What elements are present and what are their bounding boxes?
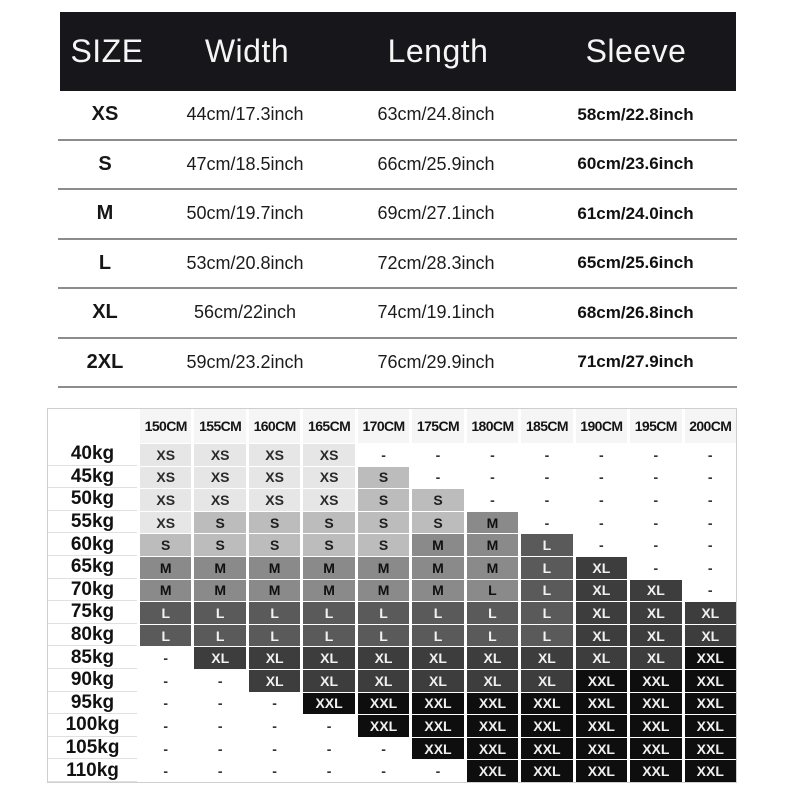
matrix-empty-cell: - [140, 715, 191, 737]
matrix-size-cell: S [412, 512, 463, 534]
matrix-size-cell: XS [303, 489, 354, 511]
matrix-size-cell: XXL [630, 715, 681, 737]
size-table-row [58, 240, 737, 290]
matrix-empty-cell: - [249, 760, 300, 782]
matrix-size-cell: XL [576, 557, 627, 579]
matrix-size-cell: M [140, 580, 191, 602]
matrix-size-cell: XXL [521, 693, 572, 715]
size-table-row [58, 339, 737, 389]
weight-row-header: 90kg [48, 670, 137, 692]
height-column-header: 165CM [303, 409, 354, 443]
matrix-size-cell: XL [521, 670, 572, 692]
matrix-size-cell: XXL [521, 715, 572, 737]
size-table-row [58, 141, 737, 191]
matrix-empty-cell: - [358, 760, 409, 782]
width-value: 50cm/19.7inch [186, 203, 304, 224]
matrix-size-cell: L [358, 602, 409, 624]
matrix-size-cell: XXL [467, 715, 518, 737]
matrix-size-cell: S [303, 512, 354, 534]
matrix-size-cell: XXL [467, 738, 518, 760]
matrix-size-cell: XXL [576, 670, 627, 692]
matrix-empty-cell: - [521, 467, 572, 489]
matrix-size-cell: M [249, 580, 300, 602]
matrix-size-cell: XXL [630, 760, 681, 782]
matrix-size-cell: XL [467, 670, 518, 692]
matrix-size-cell: XS [194, 489, 245, 511]
matrix-empty-cell: - [249, 738, 300, 760]
width-value: 59cm/23.2inch [186, 351, 304, 372]
matrix-size-cell: L [521, 625, 572, 647]
matrix-size-cell: XL [467, 647, 518, 669]
matrix-size-cell: XL [249, 670, 300, 692]
matrix-size-cell: XS [249, 467, 300, 489]
sleeve-value: 58cm/22.8inch [577, 104, 694, 124]
length-value: 74cm/19.1inch [377, 302, 495, 323]
matrix-empty-cell: - [521, 489, 572, 511]
matrix-size-cell: M [303, 580, 354, 602]
matrix-size-cell: L [194, 602, 245, 624]
height-column-header: 150CM [140, 409, 191, 443]
matrix-empty-cell: - [249, 693, 300, 715]
matrix-empty-cell: - [630, 467, 681, 489]
weight-row-header: 95kg [48, 693, 137, 715]
size-label: XS [91, 103, 119, 126]
matrix-size-cell: XL [194, 647, 245, 669]
matrix-empty-cell: - [412, 444, 463, 466]
width-value: 56cm/22inch [193, 302, 297, 323]
matrix-size-cell: XXL [576, 760, 627, 782]
matrix-empty-cell: - [467, 489, 518, 511]
matrix-size-cell: XS [303, 467, 354, 489]
matrix-empty-cell: - [140, 693, 191, 715]
matrix-empty-cell: - [140, 760, 191, 782]
size-table-row [58, 190, 737, 240]
matrix-size-cell: L [140, 602, 191, 624]
matrix-empty-cell: - [576, 534, 627, 556]
matrix-size-cell: L [521, 580, 572, 602]
matrix-size-cell: S [249, 534, 300, 556]
matrix-size-cell: XXL [685, 670, 736, 692]
matrix-empty-cell: - [249, 715, 300, 737]
matrix-size-cell: XXL [467, 693, 518, 715]
matrix-size-cell: XL [249, 647, 300, 669]
matrix-size-cell: XXL [358, 715, 409, 737]
matrix-empty-cell: - [576, 444, 627, 466]
matrix-size-cell: XXL [630, 738, 681, 760]
matrix-corner-cell [48, 409, 137, 443]
matrix-size-cell: M [467, 512, 518, 534]
matrix-empty-cell: - [521, 512, 572, 534]
weight-row-header: 50kg [48, 489, 137, 511]
matrix-size-cell: S [303, 534, 354, 556]
size-table-header [60, 12, 736, 91]
matrix-size-cell: L [521, 602, 572, 624]
weight-row-header: 40kg [48, 444, 137, 466]
matrix-size-cell: XS [140, 489, 191, 511]
matrix-size-cell: M [303, 557, 354, 579]
length-value: 63cm/24.8inch [377, 104, 495, 125]
matrix-size-cell: L [303, 625, 354, 647]
matrix-size-cell: XXL [303, 693, 354, 715]
matrix-size-cell: XL [630, 602, 681, 624]
matrix-size-cell: XL [358, 647, 409, 669]
matrix-size-cell: XXL [358, 693, 409, 715]
weight-row-header: 105kg [48, 738, 137, 760]
matrix-empty-cell: - [685, 534, 736, 556]
matrix-empty-cell: - [685, 580, 736, 602]
matrix-size-cell: L [140, 625, 191, 647]
matrix-size-cell: L [194, 625, 245, 647]
matrix-size-cell: XS [249, 444, 300, 466]
matrix-size-cell: XL [685, 625, 736, 647]
matrix-size-cell: XXL [685, 738, 736, 760]
matrix-empty-cell: - [467, 444, 518, 466]
matrix-empty-cell: - [140, 738, 191, 760]
height-column-header: 180CM [467, 409, 518, 443]
matrix-empty-cell: - [685, 557, 736, 579]
matrix-size-cell: XL [630, 625, 681, 647]
matrix-size-cell: XXL [685, 715, 736, 737]
matrix-size-cell: M [194, 580, 245, 602]
matrix-size-cell: L [412, 625, 463, 647]
matrix-size-cell: S [412, 489, 463, 511]
size-label: M [96, 202, 114, 225]
matrix-empty-cell: - [630, 489, 681, 511]
matrix-size-cell: XXL [576, 693, 627, 715]
matrix-empty-cell: - [630, 444, 681, 466]
matrix-empty-cell: - [140, 670, 191, 692]
matrix-size-cell: XL [303, 647, 354, 669]
matrix-size-cell: XL [685, 602, 736, 624]
matrix-size-cell: S [140, 534, 191, 556]
weight-row-header: 80kg [48, 625, 137, 647]
matrix-size-cell: M [412, 557, 463, 579]
matrix-empty-cell: - [140, 647, 191, 669]
matrix-size-cell: XS [249, 489, 300, 511]
matrix-size-cell: XXL [412, 693, 463, 715]
weight-row-header: 75kg [48, 602, 137, 624]
size-label: XL [92, 301, 118, 324]
height-column-header: 190CM [576, 409, 627, 443]
weight-row-header: 60kg [48, 534, 137, 556]
matrix-size-cell: XS [140, 512, 191, 534]
matrix-empty-cell: - [358, 444, 409, 466]
matrix-size-cell: M [140, 557, 191, 579]
weight-row-header: 55kg [48, 512, 137, 534]
matrix-empty-cell: - [685, 467, 736, 489]
matrix-empty-cell: - [630, 512, 681, 534]
length-value: 76cm/29.9inch [377, 351, 495, 372]
matrix-size-cell: L [249, 602, 300, 624]
matrix-size-cell: XXL [685, 693, 736, 715]
length-column-header: Length [387, 33, 489, 69]
matrix-empty-cell: - [467, 467, 518, 489]
size-label: 2XL [86, 350, 124, 373]
height-column-header: 175CM [412, 409, 463, 443]
width-value: 47cm/18.5inch [186, 153, 304, 174]
matrix-size-cell: S [358, 534, 409, 556]
matrix-empty-cell: - [194, 738, 245, 760]
width-value: 44cm/17.3inch [186, 104, 304, 125]
matrix-size-cell: XXL [576, 738, 627, 760]
matrix-size-cell: L [467, 580, 518, 602]
matrix-size-cell: L [467, 625, 518, 647]
matrix-size-cell: XXL [576, 715, 627, 737]
matrix-size-cell: XL [576, 647, 627, 669]
matrix-size-cell: XL [412, 647, 463, 669]
matrix-empty-cell: - [303, 738, 354, 760]
sleeve-value: 65cm/25.6inch [577, 253, 694, 273]
weight-row-header: 70kg [48, 580, 137, 602]
weight-row-header: 45kg [48, 467, 137, 489]
matrix-empty-cell: - [358, 738, 409, 760]
fit-matrix-table [47, 408, 737, 783]
size-table-body [58, 91, 737, 388]
matrix-empty-cell: - [630, 557, 681, 579]
sleeve-column-header: Sleeve [585, 33, 687, 69]
matrix-size-cell: L [303, 602, 354, 624]
matrix-size-cell: M [467, 557, 518, 579]
matrix-size-cell: S [194, 512, 245, 534]
weight-row-header: 65kg [48, 557, 137, 579]
length-value: 66cm/25.9inch [377, 153, 495, 174]
matrix-size-cell: L [249, 625, 300, 647]
sleeve-value: 68cm/26.8inch [577, 302, 694, 322]
height-column-header: 170CM [358, 409, 409, 443]
matrix-size-cell: L [521, 557, 572, 579]
matrix-empty-cell: - [412, 467, 463, 489]
matrix-size-cell: XS [194, 444, 245, 466]
length-value: 72cm/28.3inch [377, 252, 495, 273]
matrix-empty-cell: - [412, 760, 463, 782]
matrix-empty-cell: - [194, 715, 245, 737]
matrix-size-cell: XL [412, 670, 463, 692]
matrix-size-cell: XXL [412, 715, 463, 737]
sleeve-value: 61cm/24.0inch [577, 203, 694, 223]
height-column-header: 195CM [630, 409, 681, 443]
matrix-size-cell: S [358, 467, 409, 489]
matrix-size-cell: XXL [467, 760, 518, 782]
matrix-size-cell: XXL [630, 670, 681, 692]
height-column-header: 200CM [685, 409, 736, 443]
weight-row-header: 100kg [48, 715, 137, 737]
matrix-empty-cell: - [194, 760, 245, 782]
matrix-empty-cell: - [303, 715, 354, 737]
size-label: S [98, 152, 112, 175]
size-column-header: SIZE [70, 33, 144, 69]
matrix-empty-cell: - [576, 467, 627, 489]
matrix-empty-cell: - [194, 670, 245, 692]
matrix-empty-cell: - [576, 512, 627, 534]
matrix-size-cell: XS [140, 467, 191, 489]
matrix-empty-cell: - [685, 489, 736, 511]
matrix-size-cell: XL [576, 580, 627, 602]
matrix-size-cell: S [249, 512, 300, 534]
width-column-header: Width [204, 33, 290, 69]
matrix-size-cell: XXL [685, 647, 736, 669]
matrix-size-cell: M [467, 534, 518, 556]
matrix-empty-cell: - [576, 489, 627, 511]
matrix-size-cell: M [358, 580, 409, 602]
matrix-size-cell: S [194, 534, 245, 556]
matrix-size-cell: L [467, 602, 518, 624]
matrix-empty-cell: - [630, 534, 681, 556]
size-label: L [98, 251, 112, 274]
weight-row-header: 85kg [48, 647, 137, 669]
matrix-size-cell: XXL [412, 738, 463, 760]
matrix-size-cell: XS [303, 444, 354, 466]
matrix-size-cell: XL [303, 670, 354, 692]
sleeve-value: 71cm/27.9inch [577, 352, 694, 372]
matrix-size-cell: M [412, 580, 463, 602]
matrix-size-cell: XL [630, 580, 681, 602]
length-value: 69cm/27.1inch [377, 203, 495, 224]
matrix-empty-cell: - [685, 512, 736, 534]
width-value: 53cm/20.8inch [186, 252, 304, 273]
matrix-size-cell: M [194, 557, 245, 579]
matrix-size-cell: M [249, 557, 300, 579]
weight-row-header: 110kg [48, 760, 137, 782]
matrix-size-cell: L [358, 625, 409, 647]
matrix-size-cell: XL [358, 670, 409, 692]
height-column-header: 155CM [194, 409, 245, 443]
matrix-empty-cell: - [303, 760, 354, 782]
matrix-empty-cell: - [521, 444, 572, 466]
size-table-row [58, 91, 737, 141]
matrix-size-cell: XL [576, 602, 627, 624]
matrix-size-cell: XL [630, 647, 681, 669]
matrix-size-cell: S [358, 512, 409, 534]
matrix-size-cell: XL [576, 625, 627, 647]
matrix-size-cell: XL [521, 647, 572, 669]
matrix-size-cell: XXL [685, 760, 736, 782]
matrix-empty-cell: - [685, 444, 736, 466]
matrix-size-cell: S [358, 489, 409, 511]
matrix-size-cell: XS [194, 467, 245, 489]
matrix-size-cell: M [412, 534, 463, 556]
matrix-size-cell: L [521, 534, 572, 556]
matrix-empty-cell: - [194, 693, 245, 715]
matrix-size-cell: L [412, 602, 463, 624]
matrix-size-cell: M [358, 557, 409, 579]
matrix-size-cell: XXL [630, 693, 681, 715]
matrix-size-cell: XXL [521, 760, 572, 782]
size-table-row [58, 289, 737, 339]
height-column-header: 160CM [249, 409, 300, 443]
matrix-size-cell: XXL [521, 738, 572, 760]
matrix-size-cell: XS [140, 444, 191, 466]
height-column-header: 185CM [521, 409, 572, 443]
sleeve-value: 60cm/23.6inch [577, 154, 694, 174]
